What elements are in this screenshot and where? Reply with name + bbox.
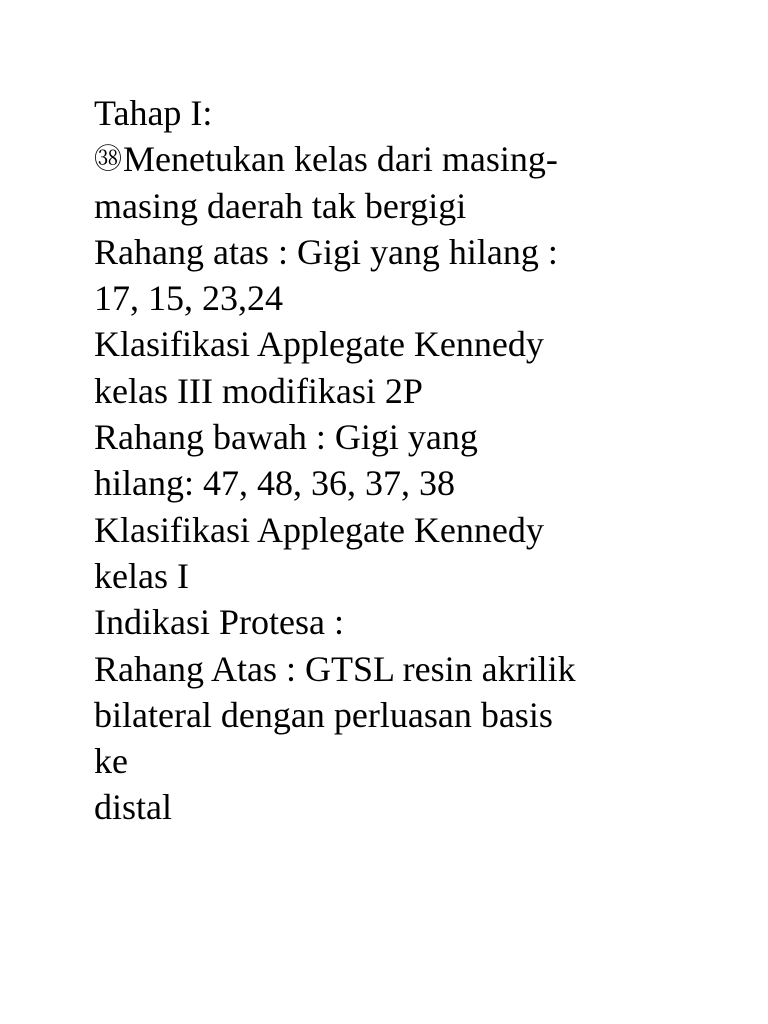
- text-line-content: Menetukan kelas dari masing-: [123, 139, 558, 180]
- text-line: Rahang bawah : Gigi yang: [94, 417, 478, 458]
- document-text: [94, 90, 734, 831]
- text-line: distal: [94, 787, 172, 828]
- text-line: bilateral dengan perluasan basis: [94, 694, 553, 735]
- text-line: Rahang atas : Gigi yang hilang :: [94, 231, 558, 272]
- text-line: Klasifikasi Applegate Kennedy: [94, 509, 544, 550]
- text-line: kelas III modifikasi 2P: [94, 370, 423, 411]
- text-line: ke: [94, 741, 128, 782]
- text-line: masing daerah tak bergigi: [94, 185, 467, 226]
- heading-tahap: Tahap I:: [94, 93, 213, 133]
- text-line: Indikasi Protesa :: [94, 602, 344, 643]
- circled-number-marker: ㊳: [94, 142, 123, 176]
- text-line: 17, 15, 23,24: [94, 278, 283, 319]
- text-line: kelas I: [94, 555, 189, 596]
- text-line: Klasifikasi Applegate Kennedy: [94, 324, 544, 365]
- text-line: Rahang Atas : GTSL resin akrilik: [94, 648, 576, 689]
- text-line: hilang: 47, 48, 36, 37, 38: [94, 463, 455, 504]
- text-line: [94, 136, 734, 182]
